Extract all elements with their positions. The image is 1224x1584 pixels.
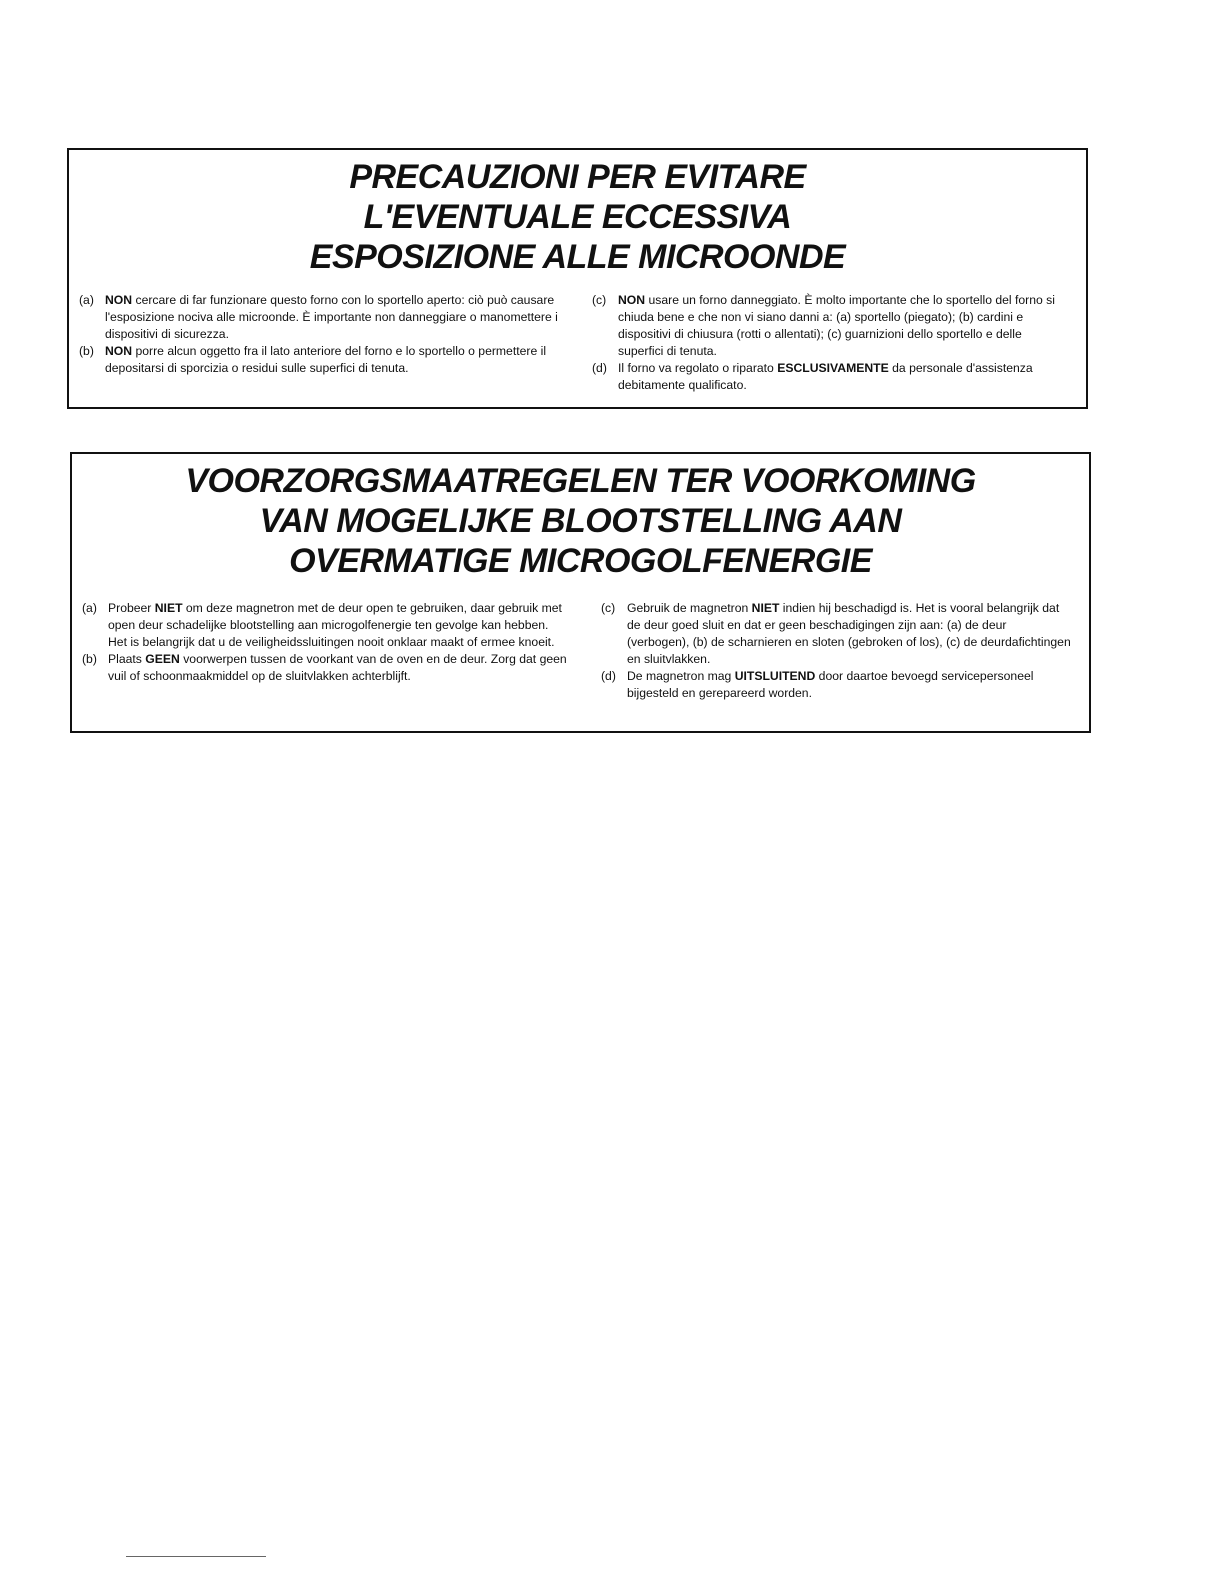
item-body: da personale d'assistenza debitamente qualificato. bbox=[618, 361, 1033, 392]
title-line: VAN MOGELIJKE BLOOTSTELLING AAN bbox=[259, 502, 902, 540]
item-lead: Probeer bbox=[108, 601, 155, 615]
item-emphasis: NON bbox=[105, 344, 133, 358]
item-lead: Gebruik de magnetron bbox=[627, 601, 752, 615]
item-text bbox=[105, 343, 559, 377]
title-line: ESPOSIZIONE ALLE MICROONDE bbox=[309, 238, 846, 276]
dutch-precautions-title bbox=[72, 454, 1089, 581]
item-body: usare un forno danneggiato. È molto importante che lo sportello del forno si chiuda bene e che non vi siano danni a: (a) sportello (piegato); (b) cardini e dispositivi di chiusura (rotti o allentati); (c) guarnizioni dello sportello e delle superfici di tenuta. bbox=[618, 293, 1055, 358]
item-emphasis: NON bbox=[618, 293, 646, 307]
precaution-item-b bbox=[79, 343, 559, 377]
dutch-precautions-columns bbox=[82, 600, 1079, 702]
item-body: door daartoe bevoegd servicepersoneel bijgesteld en gerepareerd worden. bbox=[627, 669, 1034, 700]
title-line: L'EVENTUALE ECCESSIVA bbox=[363, 198, 792, 236]
precaution-item-c bbox=[592, 292, 1062, 360]
precaution-item-d bbox=[601, 668, 1071, 702]
item-text bbox=[627, 600, 1071, 668]
italian-precautions-title bbox=[69, 150, 1086, 277]
item-text bbox=[627, 668, 1071, 702]
dutch-precautions-box bbox=[70, 452, 1091, 733]
item-body: porre alcun oggetto fra il lato anteriore del forno e lo sportello o permettere il depositarsi di sporcizia o residui sulle superfici di tenuta. bbox=[105, 344, 547, 375]
item-text bbox=[108, 600, 570, 651]
item-marker: (b) bbox=[82, 652, 97, 666]
item-body: indien hij beschadigd is. Het is vooral belangrijk dat de deur goed sluit en dat er geen beschadigingen zijn aan: (a) de deur (verbogen), (b) de scharnieren en sloten (gebroken of los), (c) de deurdafichtingen en sluitvlakken. bbox=[627, 601, 1071, 666]
left-column bbox=[79, 292, 559, 394]
italian-precautions-columns bbox=[79, 292, 1076, 394]
left-column bbox=[82, 600, 570, 702]
item-emphasis: NIET bbox=[751, 601, 780, 615]
item-emphasis: GEEN bbox=[145, 652, 180, 666]
item-text bbox=[108, 651, 570, 685]
italian-precautions-box bbox=[67, 148, 1088, 409]
footnote-divider bbox=[126, 1556, 266, 1557]
item-emphasis: NIET bbox=[154, 601, 183, 615]
item-emphasis: NON bbox=[105, 293, 133, 307]
item-text bbox=[618, 360, 1062, 394]
item-marker: (d) bbox=[592, 361, 607, 375]
item-emphasis: ESCLUSIVAMENTE bbox=[777, 361, 889, 375]
item-marker: (b) bbox=[79, 344, 94, 358]
item-marker: (c) bbox=[592, 293, 607, 307]
precaution-item-a bbox=[79, 292, 559, 343]
title-line: OVERMATIGE MICROGOLFENERGIE bbox=[289, 542, 872, 580]
item-marker: (c) bbox=[601, 601, 616, 615]
item-lead: Plaats bbox=[108, 652, 146, 666]
item-lead: De magnetron mag bbox=[627, 669, 735, 683]
item-body: om deze magnetron met de deur open te gebruiken, daar gebruik met open deur schadelijke blootstelling aan microgolfenergie ten gevolge kan hebben. Het is belangrijk dat u de veiligheidssluitingen nooit onklaar maakt of ermee knoeit. bbox=[108, 601, 562, 649]
title-line: PRECAUZIONI PER EVITARE bbox=[349, 158, 806, 196]
item-marker: (a) bbox=[82, 601, 97, 615]
precaution-item-b bbox=[82, 651, 570, 685]
item-text bbox=[618, 292, 1062, 360]
item-body: voorwerpen tussen de voorkant van de oven en de deur. Zorg dat geen vuil of schoonmaakmiddel op de sluitvlakken achterblijft. bbox=[108, 652, 567, 683]
precaution-item-a bbox=[82, 600, 570, 651]
item-marker: (d) bbox=[601, 669, 616, 683]
right-column bbox=[601, 600, 1071, 702]
item-lead: Il forno va regolato o riparato bbox=[618, 361, 778, 375]
item-body: cercare di far funzionare questo forno con lo sportello aperto: ciò può causare l'esposizione nociva alle microonde. È importante non danneggiare o manomettere i dispositivi di sicurezza. bbox=[105, 293, 558, 341]
item-text bbox=[105, 292, 559, 343]
item-marker: (a) bbox=[79, 293, 94, 307]
precaution-item-d bbox=[592, 360, 1062, 394]
title-line: VOORZORGSMAATREGELEN TER VOORKOMING bbox=[185, 462, 976, 500]
precaution-item-c bbox=[601, 600, 1071, 668]
right-column bbox=[592, 292, 1062, 394]
item-emphasis: UITSLUITEND bbox=[734, 669, 816, 683]
